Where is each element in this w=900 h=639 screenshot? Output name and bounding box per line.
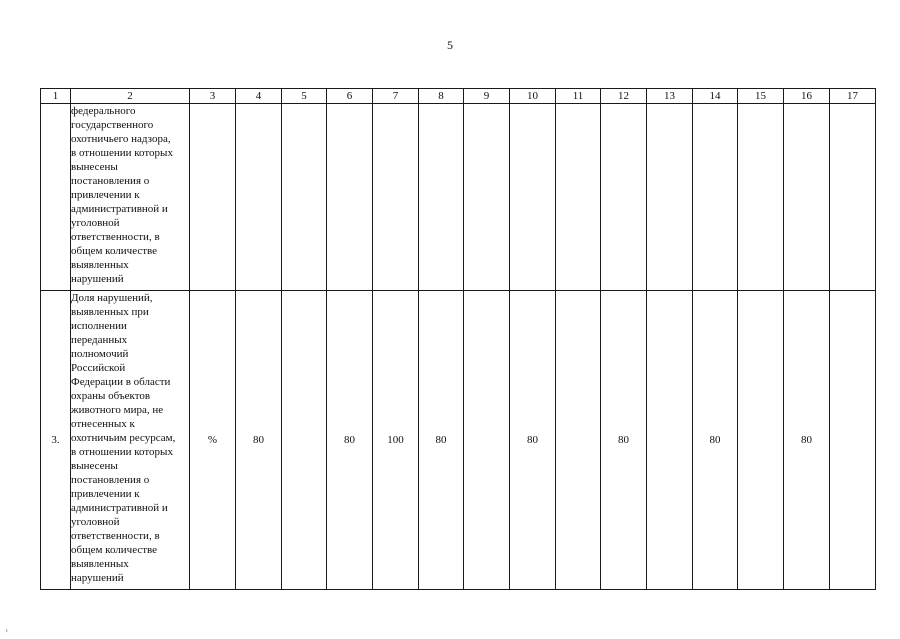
header-cell: 16 [784,89,830,104]
data-table [40,88,876,590]
table-row [41,291,876,590]
value-cell [647,291,693,590]
header-row [41,89,876,104]
page-number: 5 [447,38,453,52]
value-cell [464,291,510,590]
table-cell [830,104,876,291]
value-cell [738,291,784,590]
value-cell: 80 [236,291,282,590]
unit-cell: % [190,291,236,590]
table-cell [510,104,556,291]
header-cell: 2 [71,89,190,104]
header-cell: 14 [693,89,738,104]
table-cell [784,104,830,291]
header-cell: 3 [190,89,236,104]
value-cell: 100 [373,291,419,590]
header-cell: 4 [236,89,282,104]
value-cell [556,291,601,590]
header-cell: 6 [327,89,373,104]
table-cell [647,104,693,291]
indicator-description-cell [71,104,190,291]
scan-mark: ı [6,628,8,634]
table-cell [738,104,784,291]
row-number-cell [41,104,71,291]
table-cell [236,104,282,291]
header-cell: 17 [830,89,876,104]
row-number-cell: 3. [41,291,71,590]
table-cell [282,104,327,291]
value-cell [830,291,876,590]
header-cell: 1 [41,89,71,104]
table-cell [419,104,464,291]
value-cell [282,291,327,590]
value-cell: 80 [601,291,647,590]
table-cell [464,104,510,291]
table-cell [373,104,419,291]
header-cell: 5 [282,89,327,104]
indicator-description-text: федерального государственного охотничьего надзора, в отношении которых вынесены постановления о привлечении к административной и уголовной ответственности, в общем количестве выявленных нарушений [71,105,173,285]
header-cell: 12 [601,89,647,104]
indicator-description-text: Доля нарушений, выявленных при исполнении переданных полномочий Российской Федерации в области охраны объектов животного мира, не отнесенных к охотничьим ресурсам, в отношении которых вынесены постановления о привлечении к административной и уголовной ответственности, в общем количестве выявленных нарушений [71,292,176,584]
header-cell: 10 [510,89,556,104]
value-cell: 80 [327,291,373,590]
value-cell: 80 [784,291,830,590]
header-cell: 9 [464,89,510,104]
header-cell: 13 [647,89,693,104]
value-cell: 80 [693,291,738,590]
header-cell: 8 [419,89,464,104]
table-row [41,104,876,291]
header-cell: 11 [556,89,601,104]
table-cell [556,104,601,291]
table-cell [327,104,373,291]
indicator-description-cell [71,291,190,590]
table-cell [693,104,738,291]
value-cell: 80 [510,291,556,590]
header-cell: 15 [738,89,784,104]
header-cell: 7 [373,89,419,104]
table-cell [190,104,236,291]
table-cell [601,104,647,291]
value-cell: 80 [419,291,464,590]
